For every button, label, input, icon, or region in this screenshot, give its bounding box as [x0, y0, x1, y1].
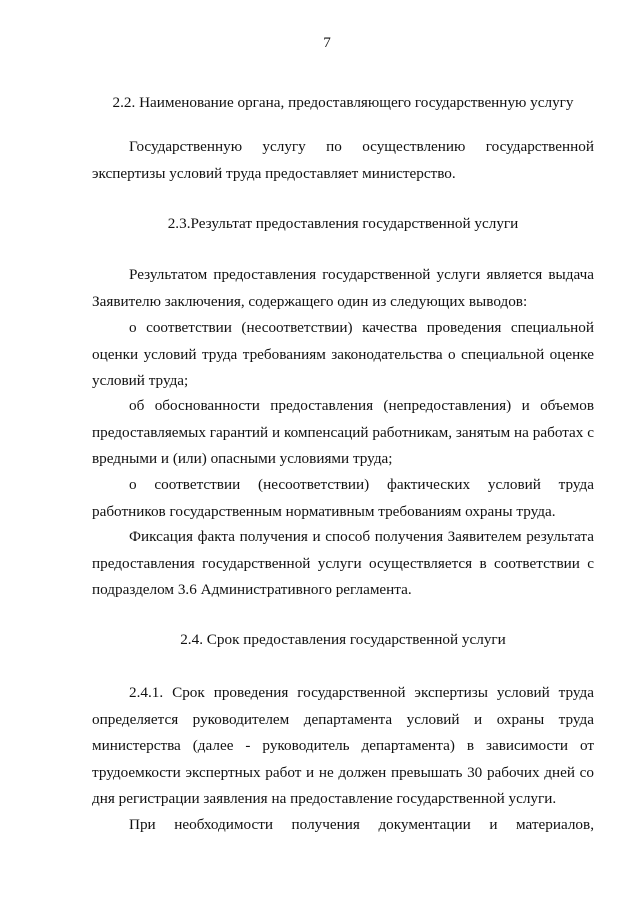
text-line: подразделом 3.6 Административного регламента. — [92, 581, 412, 598]
text-line: Фиксация факта получения и способ получения Заявителем результата — [129, 528, 594, 545]
section-2-4-paragraph-1 — [92, 680, 594, 813]
text-line: 2.4.1. Срок проведения государственной экспертизы условий труда — [129, 684, 594, 701]
text-line: Результатом предоставления государственной услуги является выдача — [129, 266, 594, 283]
text-line: о соответствии (несоответствии) фактических условий труда — [129, 476, 594, 493]
section-2-2-paragraph — [92, 134, 594, 187]
text-line: трудоемкости экспертных работ и не должен превышать 30 рабочих дней со — [92, 763, 594, 781]
section-2-4-paragraph-2 — [92, 812, 594, 839]
section-2-3-paragraph-5 — [92, 524, 594, 604]
text-line: условий труда; — [92, 372, 189, 389]
page-number: 7 — [323, 34, 331, 51]
section-2-3-paragraph-2 — [92, 315, 594, 395]
text-line: экспертизы условий труда предоставляет министерство. — [92, 164, 456, 182]
text-line: работников государственным нормативным требованиям охраны труда. — [92, 502, 556, 520]
text-line: о соответствии (несоответствии) качества проведения специальной — [129, 319, 594, 336]
section-2-3-paragraph-3 — [92, 393, 594, 473]
text-line: оценки условий труда требованиям законодательства о специальной оценке — [92, 345, 594, 363]
text-line: Заявителю заключения, содержащего один из следующих выводов: — [92, 292, 528, 310]
text-line: об обоснованности предоставления (непредоставления) и объемов — [129, 397, 594, 414]
text-line: дня регистрации заявления на предоставление государственной услуги. — [92, 790, 557, 807]
text-line: министерства (далее - руководитель департамента) в зависимости от — [92, 737, 594, 754]
text-line: вредными и (или) опасными условиями труда; — [92, 450, 393, 467]
text-line: предоставляемых гарантий и компенсаций работникам, занятым на работах с — [92, 423, 594, 441]
text-line: При необходимости получения документации и материалов, — [129, 816, 594, 833]
text-line: Государственную услугу по осуществлению государственной — [129, 138, 594, 155]
section-2-2-heading: 2.2. Наименование органа, предоставляющего государственную услугу — [112, 94, 574, 111]
section-2-4-heading: 2.4. Срок предоставления государственной услуги — [180, 631, 506, 648]
section-2-3-paragraph-1 — [92, 262, 594, 315]
section-2-3-heading: 2.3.Результат предоставления государственной услуги — [167, 215, 519, 232]
text-line: определяется руководителем департамента условий и охраны труда — [92, 710, 594, 728]
section-2-3-paragraph-4 — [92, 472, 594, 525]
text-line: предоставления государственной услуги осуществляется в соответствии с — [92, 554, 594, 572]
